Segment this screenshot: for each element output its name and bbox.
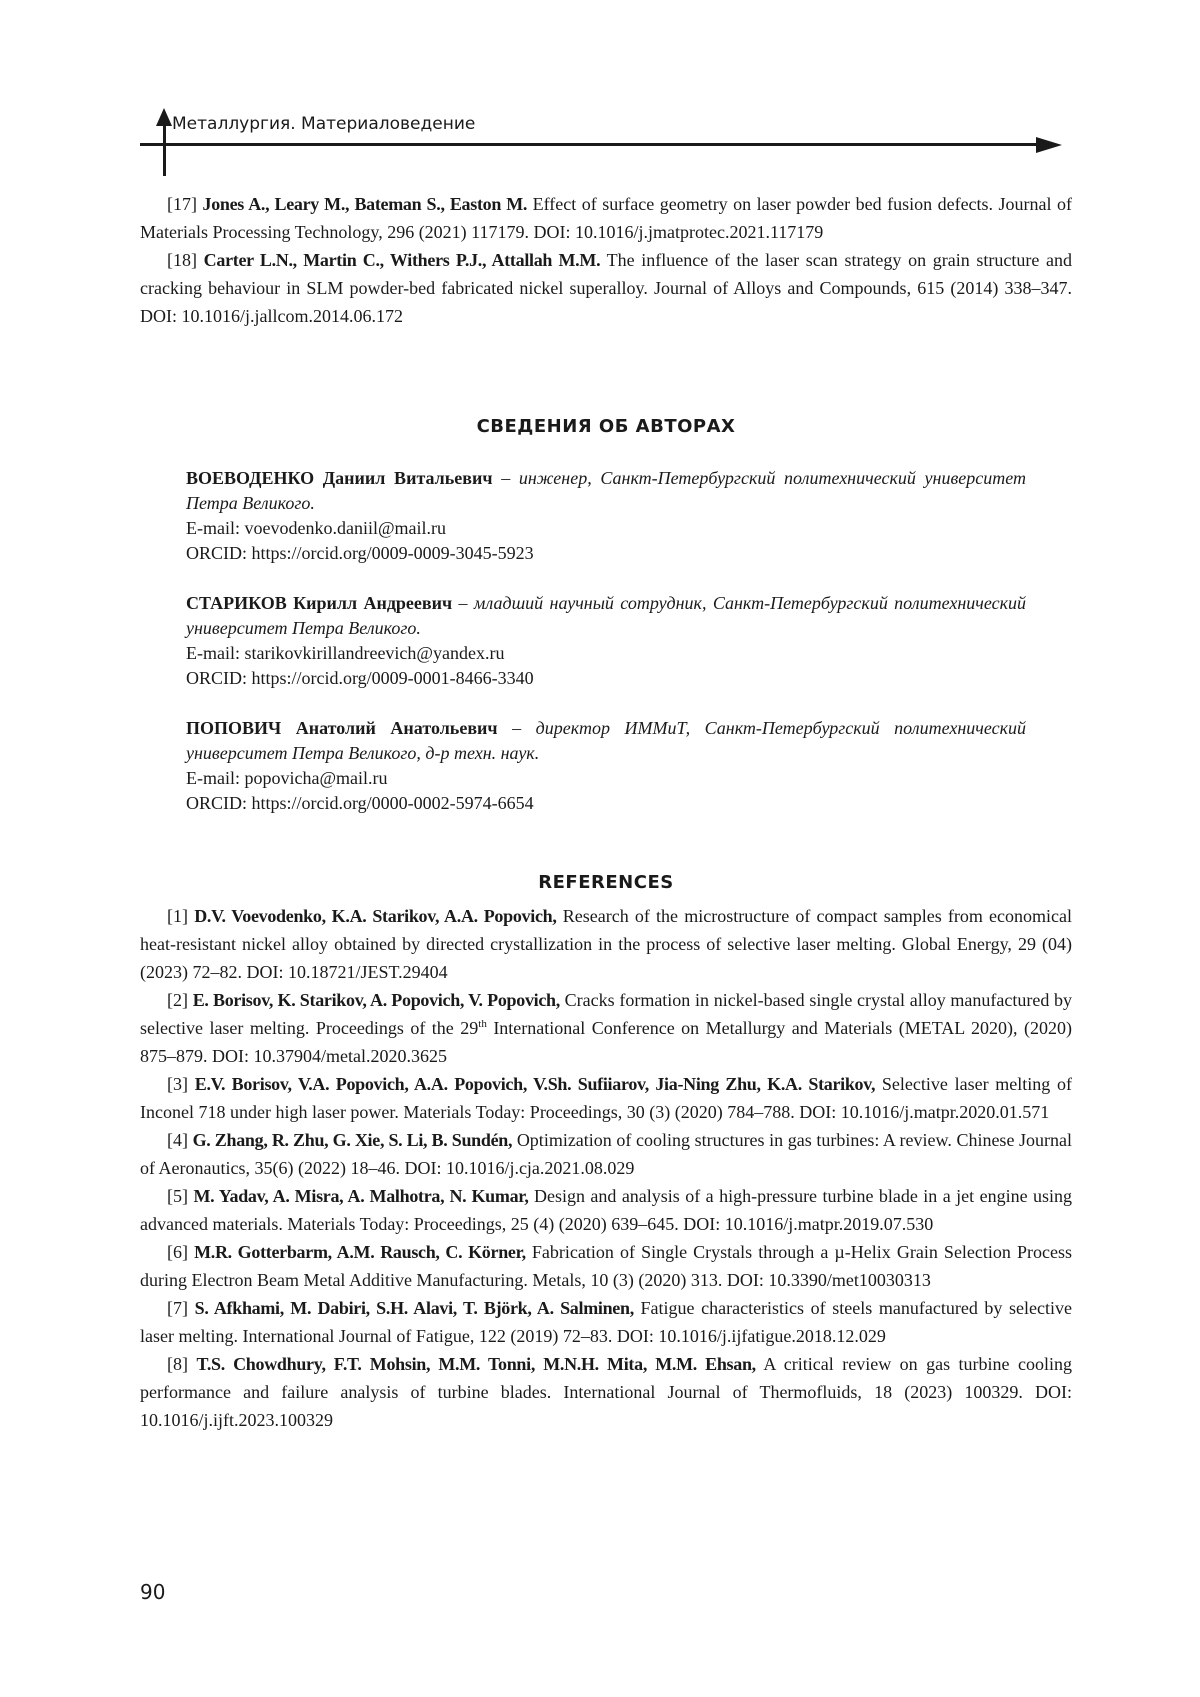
author-entry <box>186 716 1026 816</box>
author-position: директор ИММиТ, Санкт-Петербургский политехнический университет Петра Великого, д-р техн. наук. <box>186 718 1026 763</box>
authors-heading: СВЕДЕНИЯ ОБ АВТОРАХ <box>140 416 1072 437</box>
header-horizontal-rule <box>140 143 1040 146</box>
author-position: младший научный сотрудник, Санкт-Петербургский политехнический университет Петра Великого. <box>186 593 1026 638</box>
reference-authors: S. Afkhami, M. Dabiri, S.H. Alavi, T. Björk, A. Salminen, <box>195 1298 634 1318</box>
reference-text: Design and analysis of a high-pressure turbine blade in a jet engine using advanced materials. Materials Today: Proceedings, 25 (4) (2020) 639–645. DOI: 10.1016/j.matpr.2019.07.530 <box>140 1186 1072 1234</box>
reference-number: [18] <box>167 250 197 270</box>
author-entry <box>186 591 1026 691</box>
running-header-title: Металлургия. Материаловедение <box>172 114 475 134</box>
reference-text: Fatigue characteristics of steels manufactured by selective laser melting. International Journal of Fatigue, 122 (2019) 72–83. DOI: 10.1016/j.ijfatigue.2018.12.029 <box>140 1298 1072 1346</box>
author-dash: – <box>452 593 474 613</box>
reference-item <box>140 902 1072 986</box>
author-email: E-mail: voevodenko.daniil@mail.ru <box>186 516 1026 541</box>
reference-number: [1] <box>167 906 188 926</box>
author-entry <box>186 466 1026 566</box>
reference-number: [8] <box>167 1354 188 1374</box>
author-name: ВОЕВОДЕНКО Даниил Витальевич <box>186 468 493 488</box>
reference-text: A critical review on gas turbine cooling performance and failure analysis of turbine blades. International Journal of Thermofluids, 18 (2023) 100329. DOI: 10.1016/j.ijft.2023.100329 <box>140 1354 1072 1430</box>
author-name: СТАРИКОВ Кирилл Андреевич <box>186 593 452 613</box>
reference-item <box>140 1238 1072 1294</box>
header-vertical-rule <box>163 118 166 176</box>
header-right-arrow-icon <box>1036 137 1062 153</box>
reference-text: Cracks formation in nickel-based single crystal alloy manufactured by selective laser melting. Proceedings of the 29 <box>140 990 1072 1038</box>
reference-authors: T.S. Chowdhury, F.T. Mohsin, M.M. Tonni, M.N.H. Mita, M.M. Ehsan, <box>196 1354 755 1374</box>
authors-section <box>186 466 1026 841</box>
reference-number: [17] <box>167 194 197 214</box>
reference-number: [7] <box>167 1298 188 1318</box>
header-up-arrow-icon <box>156 108 172 126</box>
author-dash: – <box>498 718 536 738</box>
reference-number: [2] <box>167 990 188 1010</box>
reference-item <box>140 246 1072 330</box>
reference-number: [4] <box>167 1130 188 1150</box>
author-dash: – <box>493 468 519 488</box>
reference-text: Fabrication of Single Crystals through a µ-Helix Grain Selection Process during Electron Beam Metal Additive Manufacturing. Metals, 10 (3) (2020) 313. DOI: 10.3390/met10030313 <box>140 1242 1072 1290</box>
reference-text-continued: International Conference on Metallurgy and Materials (METAL 2020), (2020) 875–879. DOI: 10.37904/metal.2020.3625 <box>140 1018 1072 1066</box>
author-email: E-mail: starikovkirillandreevich@yandex.ru <box>186 641 1026 666</box>
author-position: инженер, Санкт-Петербургский политехнический университет Петра Великого. <box>186 468 1026 513</box>
author-name: ПОПОВИЧ Анатолий Анатольевич <box>186 718 498 738</box>
reference-superscript: th <box>478 1018 487 1030</box>
reference-text: Optimization of cooling structures in gas turbines: A review. Chinese Journal of Aeronautics, 35(6) (2022) 18–46. DOI: 10.1016/j.cja.2021.08.029 <box>140 1130 1072 1178</box>
reference-item <box>140 1350 1072 1434</box>
reference-authors: E. Borisov, K. Starikov, A. Popovich, V. Popovich, <box>193 990 560 1010</box>
reference-authors: G. Zhang, R. Zhu, G. Xie, S. Li, B. Sundén, <box>193 1130 513 1150</box>
author-orcid: ORCID: https://orcid.org/0009-0001-8466-3340 <box>186 666 1026 691</box>
reference-number: [5] <box>167 1186 188 1206</box>
reference-authors: M. Yadav, A. Misra, A. Malhotra, N. Kumar, <box>193 1186 528 1206</box>
reference-item <box>140 190 1072 246</box>
reference-number: [3] <box>167 1074 188 1094</box>
reference-item <box>140 1126 1072 1182</box>
reference-item <box>140 986 1072 1070</box>
page-number: 90 <box>140 1580 165 1604</box>
author-email: E-mail: popovicha@mail.ru <box>186 766 1026 791</box>
reference-authors: Carter L.N., Martin C., Withers P.J., Attallah M.M. <box>204 250 601 270</box>
references-continued <box>140 190 1072 330</box>
reference-text: Research of the microstructure of compact samples from economical heat-resistant nickel alloy obtained by directed crystallization in the process of selective laser melting. Global Energy, 29 (04) (2023) 72–82. DOI: 10.18721/JEST.29404 <box>140 906 1072 982</box>
reference-authors: E.V. Borisov, V.A. Popovich, A.A. Popovich, V.Sh. Sufiiarov, Jia-Ning Zhu, K.A. Starikov, <box>195 1074 875 1094</box>
references-list <box>140 902 1072 1434</box>
references-heading: REFERENCES <box>140 872 1072 893</box>
reference-item <box>140 1070 1072 1126</box>
reference-authors: D.V. Voevodenko, K.A. Starikov, A.A. Popovich, <box>194 906 556 926</box>
reference-text: Selective laser melting of Inconel 718 under high laser power. Materials Today: Proceedings, 30 (3) (2020) 784–788. DOI: 10.1016/j.matpr.2020.01.571 <box>140 1074 1072 1122</box>
reference-item <box>140 1182 1072 1238</box>
author-orcid: ORCID: https://orcid.org/0000-0002-5974-6654 <box>186 791 1026 816</box>
reference-text: The influence of the laser scan strategy on grain structure and cracking behaviour in SLM powder-bed fabricated nickel superalloy. Journal of Alloys and Compounds, 615 (2014) 338–347. DOI: 10.1016/j.jallcom.2014.06.172 <box>140 250 1072 326</box>
reference-authors: M.R. Gotterbarm, A.M. Rausch, C. Körner, <box>194 1242 526 1262</box>
author-orcid: ORCID: https://orcid.org/0009-0009-3045-5923 <box>186 541 1026 566</box>
reference-number: [6] <box>167 1242 188 1262</box>
running-header <box>140 108 1072 176</box>
reference-authors: Jones A., Leary M., Bateman S., Easton M. <box>203 194 528 214</box>
reference-item <box>140 1294 1072 1350</box>
reference-text: Effect of surface geometry on laser powder bed fusion defects. Journal of Materials Processing Technology, 296 (2021) 117179. DOI: 10.1016/j.jmatprotec.2021.117179 <box>140 194 1072 242</box>
